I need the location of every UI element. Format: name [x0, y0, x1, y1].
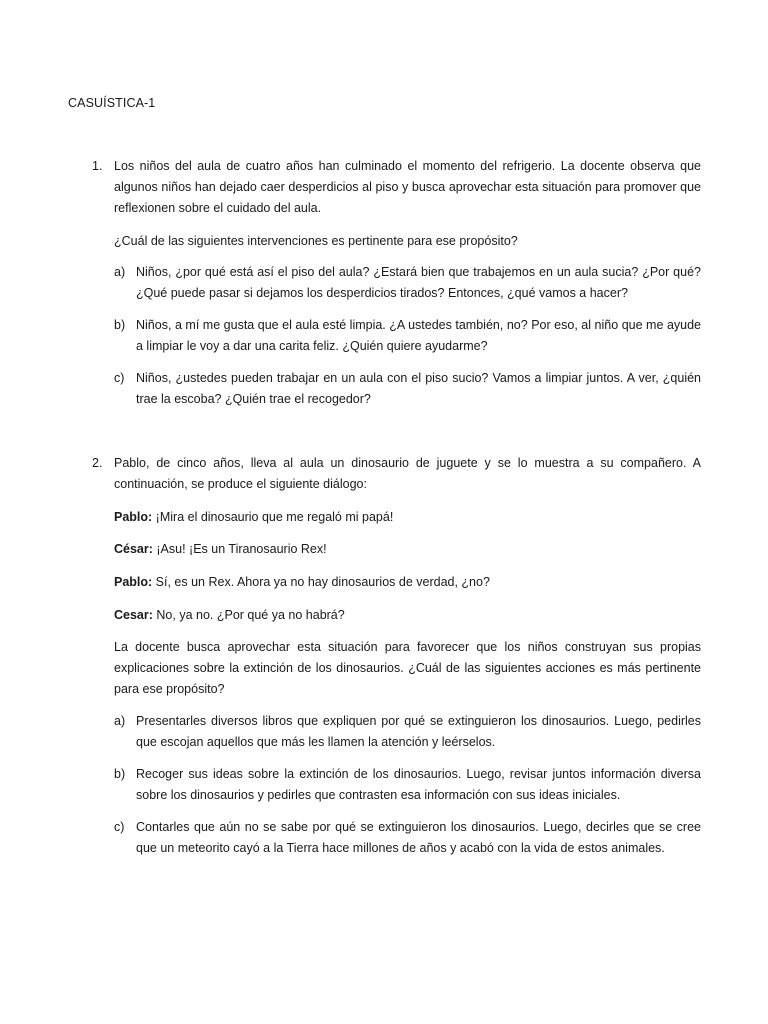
question-1-number: 1.	[92, 159, 103, 173]
question-2-option-c: Contarles que aún no se sabe por qué se extinguieron los dinosaurios. Luego, decirles que se cree que un meteorito cayó a la Tierra hace millones de años y acabó con la vida de estos animales.	[136, 820, 701, 855]
dialogue-line	[114, 572, 490, 593]
question-1-stem: Los niños del aula de cuatro años han culminado el momento del refrigerio. La docente observa que algunos niños han dejado caer desperdicios al piso y busca aprovechar esta situación para promover que reflexionen sobre el cuidado del aula.	[114, 159, 701, 215]
question-2-option-c-letter: c)	[114, 820, 125, 834]
dialogue-speaker: Cesar:	[114, 608, 153, 622]
question-2-option-a-letter: a)	[114, 714, 126, 728]
dialogue-text: ¡Asu! ¡Es un Tiranosaurio Rex!	[152, 542, 327, 556]
dialogue-speaker: César:	[114, 542, 153, 556]
dialogue-speaker: Pablo:	[114, 510, 153, 524]
question-1-option-a: Niños, ¿por qué está así el piso del aula? ¿Estará bien que trabajemos en un aula sucia? ¿Por qué? ¿Qué puede pasar si dejamos los desperdicios tirados? Entonces, ¿qué vamos a hacer?	[136, 265, 701, 300]
dialogue-speaker: Pablo:	[114, 575, 153, 589]
question-1-option-c-letter: c)	[114, 371, 125, 385]
dialogue-line	[114, 605, 345, 626]
question-2-number: 2.	[92, 456, 103, 470]
dialogue-text: No, ya no. ¿Por qué ya no habrá?	[152, 608, 345, 622]
question-1-prompt: ¿Cuál de las siguientes intervenciones es pertinente para ese propósito?	[114, 234, 518, 248]
question-1-option-b: Niños, a mí me gusta que el aula esté limpia. ¿A ustedes también, no? Por eso, al niño que me ayude a limpiar le voy a dar una carita feliz. ¿Quién quiere ayudarme?	[136, 318, 701, 353]
dialogue-text: ¡Mira el dinosaurio que me regaló mi papá!	[152, 510, 394, 524]
question-2-option-b-letter: b)	[114, 767, 126, 781]
document-title: CASUÍSTICA-1	[68, 96, 156, 110]
question-2-prompt: La docente busca aprovechar esta situación para favorecer que los niños construyan sus propias explicaciones sobre la extinción de los dinosaurios. ¿Cuál de las siguientes acciones es más pertinente para ese propósito?	[114, 640, 701, 696]
question-2-stem: Pablo, de cinco años, lleva al aula un dinosaurio de juguete y se lo muestra a su compañero. A continuación, se produce el siguiente diálogo:	[114, 456, 701, 491]
dialogue-line	[114, 507, 393, 528]
question-1-option-a-letter: a)	[114, 265, 126, 279]
dialogue-text: Sí, es un Rex. Ahora ya no hay dinosaurios de verdad, ¿no?	[152, 575, 490, 589]
question-1-option-c: Niños, ¿ustedes pueden trabajar en un aula con el piso sucio? Vamos a limpiar juntos. A ver, ¿quién trae la escoba? ¿Quién trae el recogedor?	[136, 371, 701, 406]
question-2-option-b: Recoger sus ideas sobre la extinción de los dinosaurios. Luego, revisar juntos información diversa sobre los dinosaurios y pedirles que contrasten esa información con sus ideas iniciales.	[136, 767, 701, 802]
dialogue-line	[114, 539, 327, 560]
question-1-option-b-letter: b)	[114, 318, 126, 332]
question-2-option-a: Presentarles diversos libros que expliquen por qué se extinguieron los dinosaurios. Luego, pedirles que escojan aquellos que más les llamen la atención y leérselos.	[136, 714, 701, 749]
